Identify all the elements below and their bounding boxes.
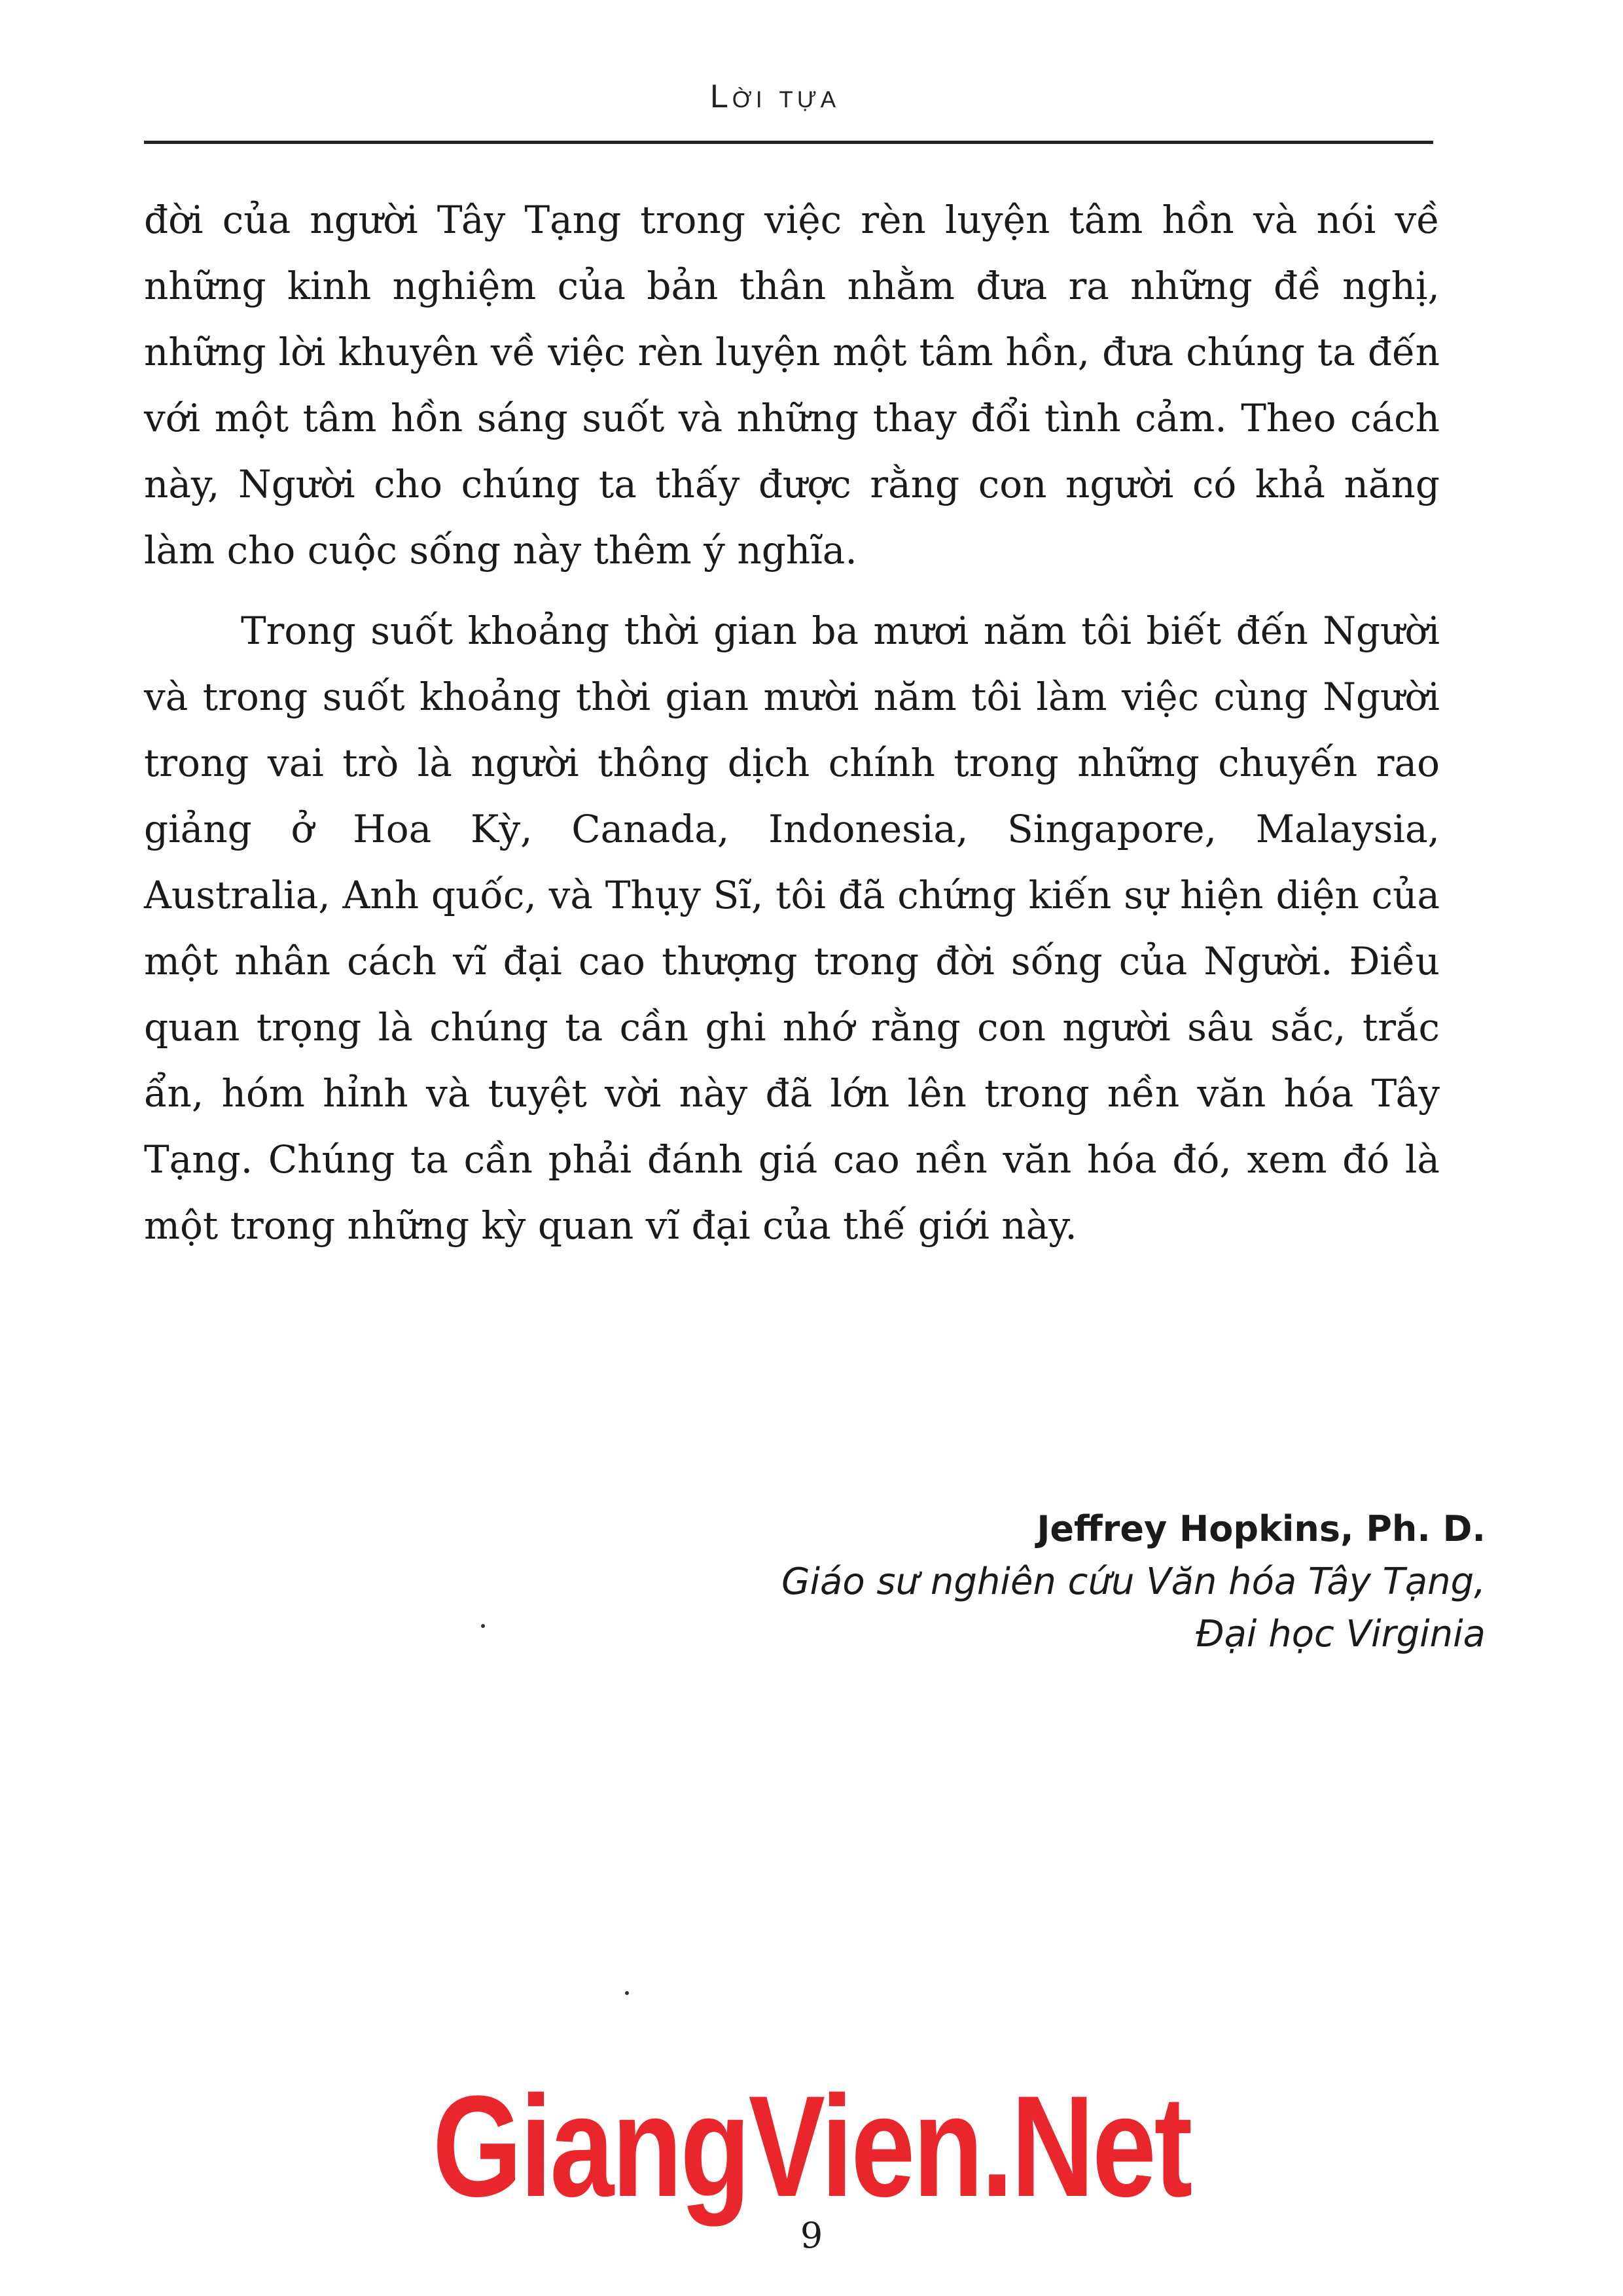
- signature-title-line-2: Đại học Virginia: [1196, 1613, 1486, 1655]
- scan-speck: [625, 1991, 629, 1995]
- page-number: 9: [800, 2215, 823, 2256]
- paragraph-1: đời của người Tây Tạng trong việc rèn luyện tâm hồn và nói về những kinh nghiệm của bản thân nhằm đưa ra những đề nghị, những lời khuyên về việc rèn luyện một tâm hồn, đưa chúng ta đến với một tâm hồn sáng suốt và những thay đổi tình cảm. Theo cách này, Người cho chúng ta thấy được rằng con người có khả năng làm cho cuộc sống này thêm ý nghĩa.: [144, 198, 1440, 573]
- signature-title-line-1: Giáo sư nghiên cứu Văn hóa Tây Tạng,: [781, 1561, 1486, 1603]
- signature-block: [781, 1502, 1486, 1661]
- paragraph-2: Trong suốt khoảng thời gian ba mươi năm tôi biết đến Người và trong suốt khoảng thời gian mười năm tôi làm việc cùng Người trong vai trò là người thông dịch chính trong những chuyến rao giảng ở Hoa Kỳ, Canada, Indonesia, Singapore, Malaysia, Australia, Anh quốc, và Thụy Sĩ, tôi đã chứng kiến sự hiện diện của một nhân cách vĩ đại cao thượng trong đời sống của Người. Điều quan trọng là chúng ta cần ghi nhớ rằng con người sâu sắc, trắc ẩn, hóm hỉnh và tuyệt vời này đã lớn lên trong nền văn hóa Tây Tạng. Chúng ta cần phải đánh giá cao nền văn hóa đó, xem đó là một trong những kỳ quan vĩ đại của thế giới này.: [144, 609, 1440, 1248]
- signature-name: Jeffrey Hopkins, Ph. D.: [1037, 1508, 1486, 1549]
- watermark-logo: GiangVien.Net: [432, 2066, 1191, 2227]
- scan-speck: [481, 1624, 485, 1628]
- body-text: [144, 187, 1440, 1259]
- running-head-title: Lời tựa: [710, 78, 840, 115]
- header-rule: [144, 141, 1433, 144]
